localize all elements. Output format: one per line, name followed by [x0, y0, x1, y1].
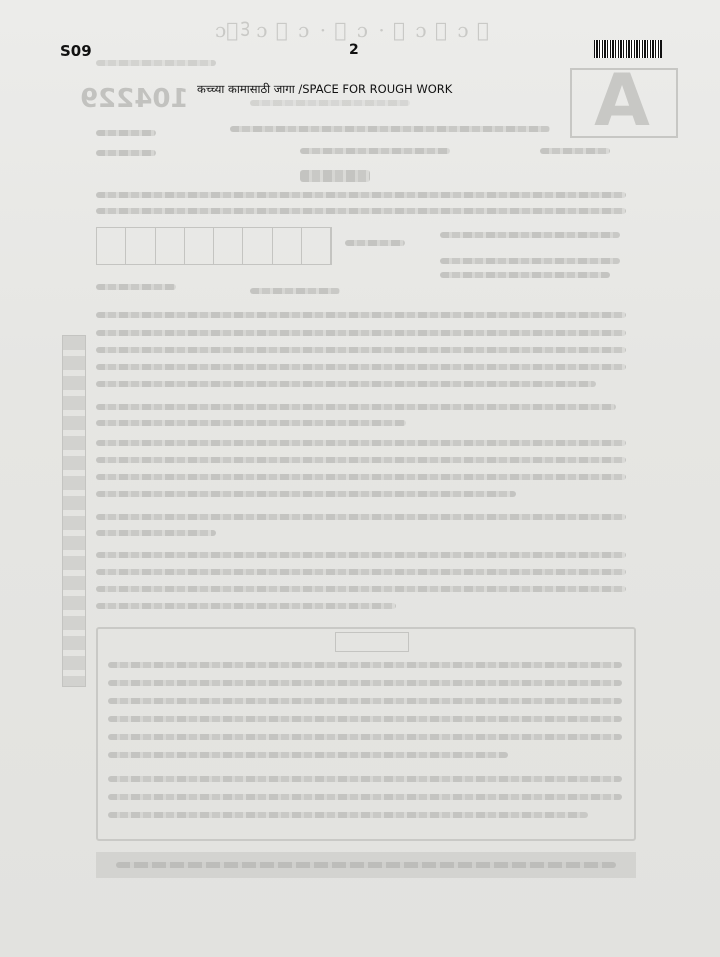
bleed-line — [108, 752, 508, 758]
bleed-line — [96, 457, 626, 463]
bleed-line — [96, 552, 626, 558]
bleed-line — [108, 662, 622, 668]
bleed-line — [96, 381, 596, 387]
bleed-line — [96, 60, 216, 66]
rough-work-label: कच्च्या कामासाठी जागा /SPACE FOR ROUGH WORK — [197, 82, 453, 96]
bleed-line — [96, 192, 626, 198]
bleed-line — [96, 364, 626, 370]
bleed-through-serial: 104229 — [80, 84, 189, 114]
bleed-line — [300, 170, 370, 182]
bleed-line — [96, 514, 626, 520]
bleed-grid-box — [96, 227, 332, 265]
bleed-line — [96, 474, 626, 480]
bleed-line — [108, 680, 622, 686]
bleed-line — [250, 100, 410, 106]
bleed-line — [96, 491, 516, 497]
bleed-line — [108, 698, 622, 704]
bleed-line — [540, 148, 610, 154]
bleed-line — [96, 347, 626, 353]
barcode — [594, 40, 662, 58]
bleed-instruction-title — [335, 632, 409, 652]
bleed-line — [250, 288, 340, 294]
bleed-line — [96, 312, 626, 318]
bleed-line — [116, 862, 616, 868]
bleed-line — [96, 530, 216, 536]
bleed-line — [108, 812, 588, 818]
bleed-line — [440, 258, 620, 264]
bleed-line — [108, 794, 622, 800]
bleed-line — [96, 284, 176, 290]
paper-code: S09 — [60, 42, 92, 60]
bleed-line — [96, 569, 626, 575]
bleed-line — [96, 586, 626, 592]
bleed-line — [96, 420, 406, 426]
bleed-line — [108, 734, 622, 740]
bleed-line — [300, 148, 450, 154]
bleed-line — [96, 440, 626, 446]
bleed-side-strip — [62, 335, 86, 687]
bleed-through-handwriting: ɔ᪸ᢃ ɔ ᪸ ɔ · ᪸ ɔ · ᪸ ɔ ᪸ ɔ ᪸ — [215, 18, 491, 42]
bleed-line — [440, 232, 620, 238]
bleed-footer-band — [96, 852, 636, 878]
bleed-line — [96, 208, 626, 214]
bleed-line — [96, 330, 626, 336]
bleed-line — [108, 716, 622, 722]
bleed-line — [108, 776, 622, 782]
bleed-line — [96, 404, 616, 410]
series-letter: A — [594, 58, 650, 142]
bleed-line — [96, 150, 156, 156]
bleed-line — [96, 130, 156, 136]
bleed-line — [96, 603, 396, 609]
page-number: 2 — [349, 42, 359, 58]
bleed-line — [345, 240, 405, 246]
bleed-line — [230, 126, 550, 132]
bleed-line — [440, 272, 610, 278]
